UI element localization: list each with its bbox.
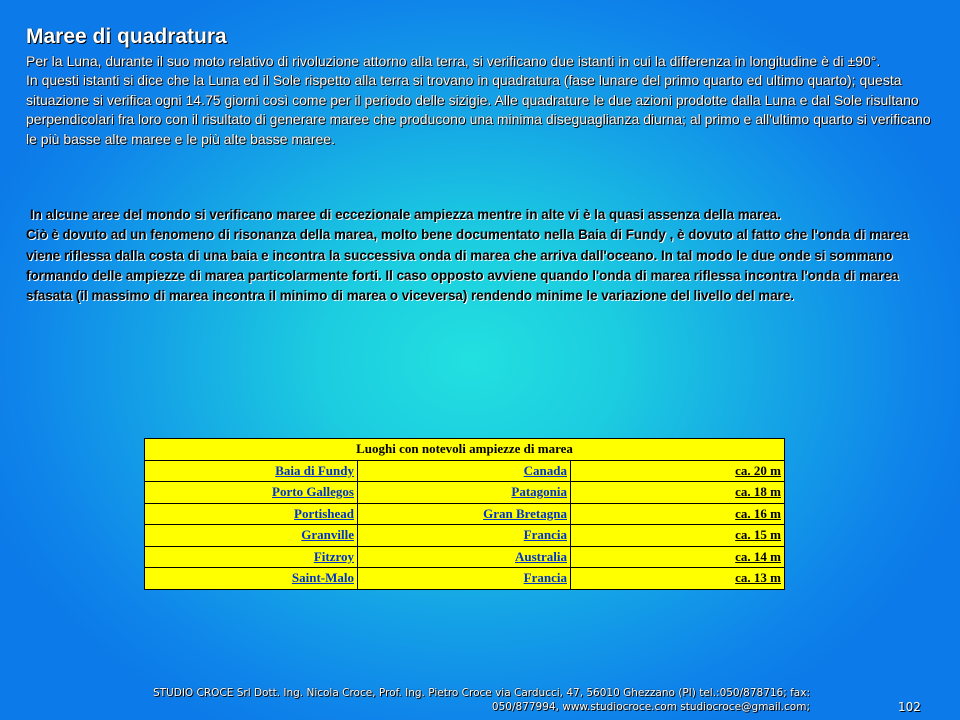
place-link[interactable]: Portishead: [294, 505, 354, 521]
page-number: 102: [898, 700, 921, 714]
resonance-text: [26, 205, 936, 306]
amplitude-value: ca. 13 m: [735, 570, 781, 586]
place-cell: [145, 482, 358, 504]
slide-title: Maree di quadratura: [26, 25, 227, 48]
amplitude-value: ca. 15 m: [735, 527, 781, 543]
place-link[interactable]: Baia di Fundy: [275, 462, 354, 478]
country-link[interactable]: Canada: [523, 462, 567, 478]
table-row: [145, 460, 785, 482]
place-link[interactable]: Granville: [301, 527, 354, 543]
amplitude-cell: [571, 568, 785, 590]
country-link[interactable]: Patagonia: [511, 484, 567, 500]
table-title: Luoghi con notevoli ampiezze di marea: [145, 439, 785, 461]
amplitude-value: ca. 18 m: [735, 484, 781, 500]
table-row: [145, 568, 785, 590]
place-cell: [145, 460, 358, 482]
table-row: [145, 546, 785, 568]
resonance-paragraph-1: In alcune aree del mondo si verificano maree di eccezionale ampiezza mentre in alte vi è la quasi assenza della marea.: [30, 207, 781, 222]
place-cell: [145, 568, 358, 590]
amplitude-value: ca. 16 m: [735, 505, 781, 521]
country-link[interactable]: Australia: [515, 548, 567, 564]
place-cell: [145, 503, 358, 525]
place-link[interactable]: Porto Gallegos: [272, 484, 354, 500]
place-link[interactable]: Fitzroy: [313, 548, 354, 564]
footer-text: [70, 686, 810, 714]
amplitude-cell: [571, 460, 785, 482]
amplitude-value: ca. 14 m: [735, 548, 781, 564]
amplitude-cell: [571, 525, 785, 547]
intro-paragraph-1: Per la Luna, durante il suo moto relativo di rivoluzione attorno alla terra, si verificano due istanti in cui la differenza in longitudine è di ±90°.: [26, 53, 881, 69]
country-cell: [358, 546, 571, 568]
place-link[interactable]: Saint-Malo: [291, 570, 354, 586]
place-cell: [145, 546, 358, 568]
amplitude-value: ca. 20 m: [735, 462, 781, 478]
resonance-paragraph-2: Ciò è dovuto ad un fenomeno di risonanza della marea, molto bene documentato nella Baia di Fundy , è dovuto al fatto che l'onda di marea viene riflessa dalla costa di una baia e incontra la successiva onda di marea che arriva dall'oceano. In tal modo le due onde si sommano formando delle ampiezze di marea particolarmente forti. Il caso opposto avviene quando l'onda di marea riflessa incontra l'onda di marea sfasata (il massimo di marea incontra il minimo di marea o viceversa) rendendo minime le variazione del livello del mare.: [26, 227, 909, 304]
country-link[interactable]: Gran Bretagna: [483, 505, 567, 521]
country-cell: [358, 525, 571, 547]
country-cell: [358, 482, 571, 504]
table-row: [145, 525, 785, 547]
intro-text: [26, 52, 941, 149]
footer-line-2: 050/877994, www.studiocroce.com studiocroce@gmail.com;: [491, 701, 810, 713]
footer-line-1: STUDIO CROCE Srl Dott. Ing. Nicola Croce, Prof. Ing. Pietro Croce via Carducci, 47, 56010 Ghezzano (PI) tel.:050/878716; fax:: [152, 687, 810, 699]
country-cell: [358, 568, 571, 590]
intro-paragraph-2: In questi istanti si dice che la Luna ed il Sole rispetto alla terra si trovano in quadratura (fase lunare del primo quarto ed ultimo quarto); questa situazione si verifica ogni 14.75 giorni così come per il periodo delle sizigie. Alle quadrature le due azioni prodotte dalla Luna e dal Sole risultano perpendicolari fra loro con il risultato di generare maree che producono una minima diseguaglianza diurna; al primo e all'ultimo quarto si verificano le più basse alte maree e le più alte basse maree.: [26, 72, 931, 147]
amplitude-cell: [571, 482, 785, 504]
country-cell: [358, 503, 571, 525]
country-link[interactable]: Francia: [523, 527, 567, 543]
table-row: [145, 503, 785, 525]
table-row: [145, 482, 785, 504]
tide-amplitude-table: [144, 438, 785, 590]
country-cell: [358, 460, 571, 482]
place-cell: [145, 525, 358, 547]
amplitude-cell: [571, 546, 785, 568]
country-link[interactable]: Francia: [523, 570, 567, 586]
amplitude-cell: [571, 503, 785, 525]
